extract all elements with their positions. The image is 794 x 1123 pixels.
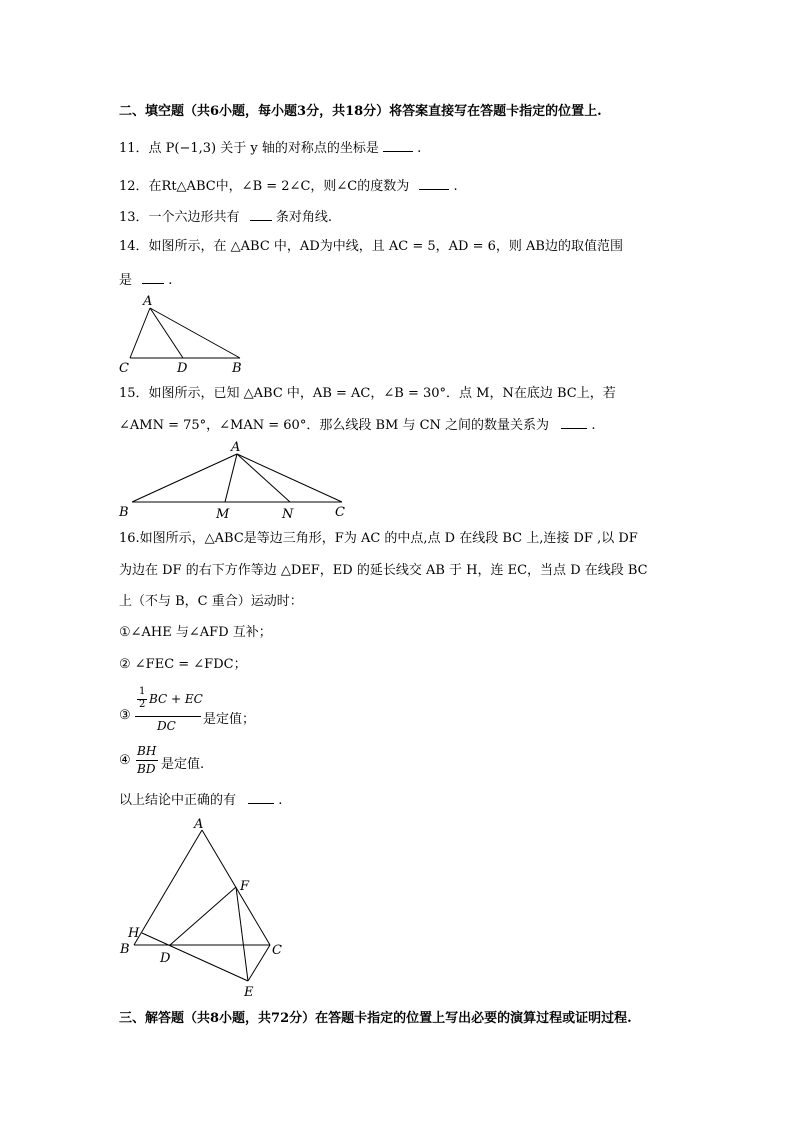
c3-fraction-bar: [135, 716, 201, 717]
c3-half-den: 2: [139, 699, 146, 710]
c4-fraction-bar: [136, 760, 158, 761]
q15-line2-text: ∠AMN = 75°，∠MAN = 60°．那么线段 BM 与 CN 之间的数量关系为: [119, 418, 550, 433]
q12-text: 12．在Rt△ABC中，∠B = 2∠C，则∠C的度数为: [119, 179, 410, 194]
fig15-label-n: N: [282, 507, 294, 522]
fig15-segment-am: [225, 454, 237, 502]
fig16-label-h: H: [128, 926, 140, 941]
c3-denominator: DC: [157, 719, 176, 733]
q11-answer-blank: [383, 139, 413, 152]
fig15-side-ab: [132, 454, 237, 502]
q15-answer-blank: [561, 416, 587, 429]
fig14-label-c: C: [119, 361, 129, 376]
fig14-side-ab: [150, 308, 240, 358]
q16-ask-tail: .: [278, 793, 283, 808]
question-16-line3: 上（不与 B，C 重合）运动时：: [119, 594, 303, 609]
fig16-line-he: [142, 933, 248, 981]
conclusion-1: ①∠AHE 与∠AFD 互补；: [119, 625, 272, 640]
fig14-label-d: D: [177, 361, 188, 376]
q14-tail: .: [168, 273, 173, 288]
q16-ask-text: 以上结论中正确的有: [119, 793, 237, 808]
fig14-side-ac: [130, 308, 150, 358]
c4-prefix: ④: [119, 753, 131, 768]
fig16-label-b: B: [120, 942, 130, 957]
fig16-label-f: F: [240, 879, 250, 894]
fig16-label-c: C: [272, 943, 282, 958]
q13-tail: 条对角线.: [275, 210, 332, 225]
fig16-side-ab: [134, 830, 202, 945]
question-15-line2: [119, 416, 595, 435]
question-16-ask: [119, 791, 282, 810]
fig14-median-ad: [150, 308, 183, 358]
c3-half-num: 1: [139, 686, 146, 697]
c4-suffix: 是定值.: [161, 757, 205, 772]
section3-heading: 三、解答题（共8小题，共72分）在答题卡指定的位置上写出必要的演算过程或证明过程.: [119, 1011, 632, 1026]
fig15-side-ac: [237, 454, 342, 502]
question-12: [119, 177, 458, 196]
c4-denominator: BD: [137, 762, 156, 776]
c3-suffix: 是定值；: [203, 712, 256, 727]
question-11: [119, 139, 421, 158]
q15-tail: .: [591, 418, 596, 433]
section2-heading: 二、填空题（共6小题，每小题3分，共18分）将答案直接写在答题卡指定的位置上.: [119, 104, 602, 119]
q13-text: 13．一个六边形共有: [119, 210, 240, 225]
q14-line2-text: 是: [119, 273, 133, 288]
fig14-label-a: A: [143, 294, 153, 309]
question-14-line1: 14．如图所示，在 △ABC 中，AD为中线，且 AC = 5，AD = 6，则 AB边的取值范围: [119, 239, 623, 254]
question-15-line1: 15．如图所示，已知 △ABC 中，AB = AC，∠B = 30°．点 M，N在底边 BC上，若: [119, 386, 616, 401]
q16-answer-blank: [248, 791, 274, 804]
fig15-label-b: B: [119, 505, 129, 520]
fig16-label-e: E: [244, 985, 254, 1000]
fig15-label-a: A: [231, 440, 241, 455]
fig16-side-df: [170, 887, 236, 945]
q13-answer-blank: [250, 208, 272, 221]
fig15-label-c: C: [335, 505, 345, 520]
question-14-line2: [119, 271, 172, 290]
q12-tail: .: [453, 179, 458, 194]
conclusion-4: [119, 744, 419, 780]
fig16-side-fe: [236, 887, 248, 981]
fig16-label-d: D: [160, 951, 171, 966]
fig15-segment-an: [237, 454, 290, 502]
question-13: [119, 208, 332, 227]
c4-numerator: BH: [137, 744, 157, 758]
figure-14: [115, 292, 250, 377]
figure-15: [112, 436, 362, 522]
c3-numerator: BC + EC: [149, 692, 203, 706]
c3-prefix: ③: [119, 708, 131, 723]
fig16-side-ec: [248, 945, 270, 981]
q14-answer-blank: [142, 271, 164, 284]
figure-16: [112, 814, 292, 1002]
q11-text: 11．点 P(−1,3) 关于 y 轴的对称点的坐标是: [119, 141, 379, 156]
conclusion-3: [119, 686, 419, 738]
question-16-line2: 为边在 DF 的右下方作等边 △DEF，ED 的延长线交 AB 于 H，连 EC，当点 D 在线段 BC: [119, 563, 648, 578]
fig15-label-m: M: [216, 507, 230, 522]
fig14-label-b: B: [232, 361, 242, 376]
question-16-line1: 16.如图所示，△ABC是等边三角形，F为 AC 的中点,点 D 在线段 BC 上,连接 DF ,以 DF: [119, 531, 638, 546]
conclusion-2: ② ∠FEC = ∠FDC；: [119, 657, 247, 672]
q11-tail: .: [417, 141, 422, 156]
fig16-label-a: A: [194, 817, 204, 832]
q12-answer-blank: [419, 177, 449, 190]
